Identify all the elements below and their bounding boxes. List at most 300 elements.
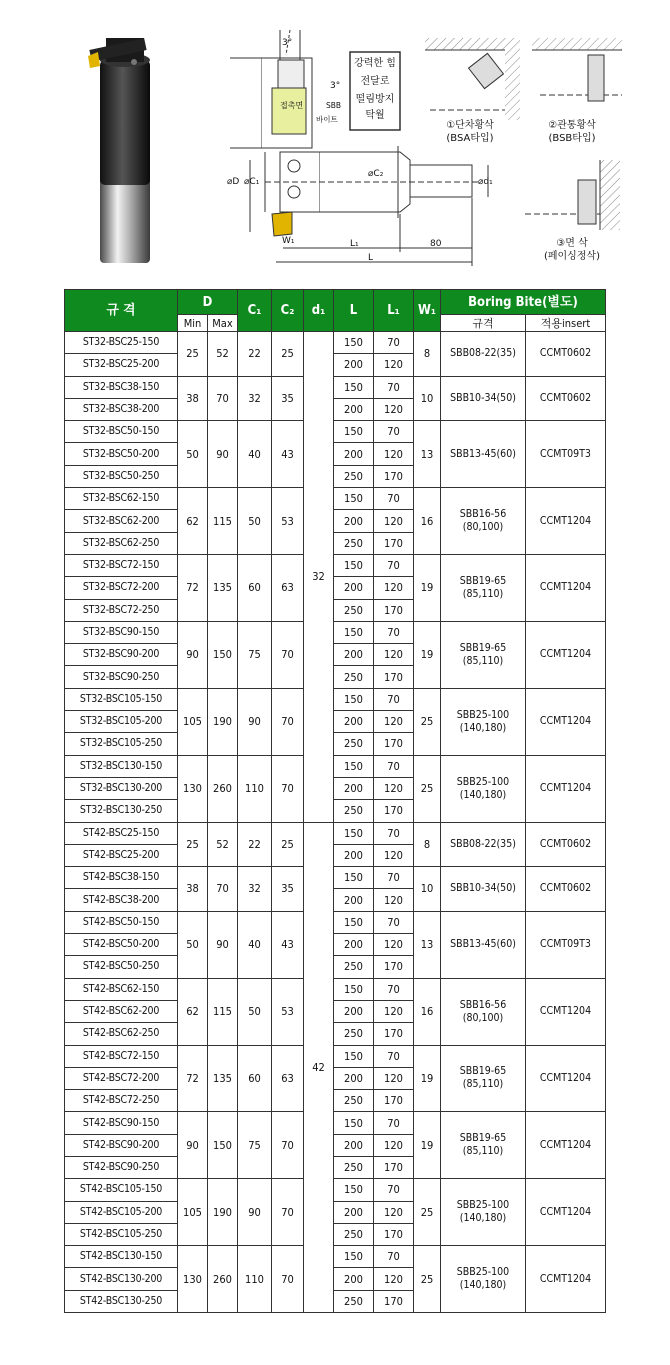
bite-cell: SBB16-56 (80,100): [441, 488, 526, 555]
c2-cell: 35: [272, 867, 304, 912]
header-model: 규 격: [65, 290, 178, 332]
callout-line-3: 떨림방지: [355, 94, 395, 105]
l-cell: 200: [334, 644, 374, 666]
insert-cell: CCMT1204: [526, 688, 606, 755]
d-max-cell: 135: [208, 554, 238, 621]
l1-cell: 120: [374, 1134, 414, 1156]
l1-cell: 70: [374, 755, 414, 777]
w1-cell: 25: [414, 1179, 441, 1246]
c2-cell: 25: [272, 332, 304, 377]
l1-cell: 170: [374, 956, 414, 978]
l-cell: 150: [334, 1112, 374, 1134]
w1-cell: 19: [414, 1045, 441, 1112]
l-cell: 200: [334, 354, 374, 376]
l1-cell: 170: [374, 1156, 414, 1178]
l-cell: 250: [334, 800, 374, 822]
model-cell: ST42-BSC62-150: [65, 978, 178, 1000]
l1-cell: 170: [374, 733, 414, 755]
model-cell: ST32-BSC50-200: [65, 443, 178, 465]
dim-d1: ⌀d₁: [478, 177, 493, 187]
l1-cell: 70: [374, 376, 414, 398]
d-min-cell: 105: [178, 1179, 208, 1246]
l-cell: 150: [334, 688, 374, 710]
c1-cell: 110: [238, 1246, 272, 1313]
l1-cell: 70: [374, 621, 414, 643]
model-cell: ST42-BSC72-250: [65, 1090, 178, 1112]
d1-cell: 32: [304, 332, 334, 823]
bite-cell: SBB16-56 (80,100): [441, 978, 526, 1045]
l-cell: 250: [334, 599, 374, 621]
model-cell: ST42-BSC62-200: [65, 1000, 178, 1022]
l-cell: 200: [334, 1067, 374, 1089]
dim-c1: ⌀C₁: [244, 177, 260, 187]
model-cell: ST32-BSC130-250: [65, 800, 178, 822]
l1-cell: 70: [374, 822, 414, 844]
bite-cell: SBB25-100 (140,180): [441, 755, 526, 822]
insert-cell: CCMT0602: [526, 332, 606, 377]
l1-cell: 70: [374, 1045, 414, 1067]
use-3-sub: (페이싱정삭): [543, 251, 601, 262]
dim-eighty: 80: [430, 239, 442, 249]
d-max-cell: 115: [208, 978, 238, 1045]
model-cell: ST42-BSC105-250: [65, 1223, 178, 1245]
model-cell: ST42-BSC105-150: [65, 1179, 178, 1201]
w1-cell: 13: [414, 911, 441, 978]
bite-cell: SBB08-22(35): [441, 822, 526, 867]
d-max-cell: 135: [208, 1045, 238, 1112]
model-cell: ST42-BSC50-150: [65, 911, 178, 933]
c1-cell: 60: [238, 554, 272, 621]
c1-cell: 60: [238, 1045, 272, 1112]
model-cell: ST42-BSC50-200: [65, 934, 178, 956]
d-max-cell: 90: [208, 421, 238, 488]
c2-cell: 70: [272, 688, 304, 755]
model-cell: ST42-BSC38-150: [65, 867, 178, 889]
l1-cell: 70: [374, 488, 414, 510]
l-cell: 250: [334, 956, 374, 978]
model-cell: ST42-BSC130-200: [65, 1268, 178, 1290]
l1-cell: 70: [374, 911, 414, 933]
w1-cell: 16: [414, 978, 441, 1045]
l-cell: 250: [334, 1090, 374, 1112]
l-cell: 200: [334, 844, 374, 866]
l1-cell: 170: [374, 666, 414, 688]
dim-d-outer: ⌀D: [227, 177, 240, 187]
bite-cell: SBB19-65 (85,110): [441, 1112, 526, 1179]
bite-label-line1: SBB: [326, 101, 342, 110]
bite-cell: SBB10-34(50): [441, 867, 526, 912]
l-cell: 200: [334, 934, 374, 956]
w1-cell: 8: [414, 822, 441, 867]
l1-cell: 70: [374, 554, 414, 576]
angle-side-label: 3°: [330, 81, 341, 91]
model-cell: ST32-BSC62-150: [65, 488, 178, 510]
l-cell: 200: [334, 1000, 374, 1022]
l1-cell: 70: [374, 867, 414, 889]
d-min-cell: 90: [178, 621, 208, 688]
c2-cell: 63: [272, 554, 304, 621]
insert-cell: CCMT0602: [526, 376, 606, 421]
model-cell: ST32-BSC72-250: [65, 599, 178, 621]
c1-cell: 110: [238, 755, 272, 822]
model-cell: ST42-BSC72-200: [65, 1067, 178, 1089]
l1-cell: 120: [374, 889, 414, 911]
table-row: [65, 688, 606, 710]
l1-cell: 70: [374, 332, 414, 354]
d-min-cell: 130: [178, 755, 208, 822]
c2-cell: 70: [272, 1246, 304, 1313]
model-cell: ST32-BSC105-200: [65, 711, 178, 733]
d-min-cell: 38: [178, 867, 208, 912]
l-cell: 250: [334, 465, 374, 487]
dim-c2: ⌀C₂: [368, 169, 384, 179]
header-bite-spec: 규격: [441, 315, 526, 332]
model-cell: ST42-BSC38-200: [65, 889, 178, 911]
model-cell: ST42-BSC90-200: [65, 1134, 178, 1156]
c1-cell: 75: [238, 1112, 272, 1179]
c2-cell: 43: [272, 911, 304, 978]
model-cell: ST32-BSC62-200: [65, 510, 178, 532]
model-cell: ST32-BSC25-200: [65, 354, 178, 376]
usage-sketch-1: [425, 38, 520, 120]
model-cell: ST32-BSC50-150: [65, 421, 178, 443]
c2-cell: 70: [272, 1112, 304, 1179]
l-cell: 200: [334, 1201, 374, 1223]
insert-cell: CCMT1204: [526, 1179, 606, 1246]
d-min-cell: 105: [178, 688, 208, 755]
w1-cell: 8: [414, 332, 441, 377]
product-figure: [0, 0, 670, 285]
l-cell: 150: [334, 554, 374, 576]
d-min-cell: 62: [178, 978, 208, 1045]
l1-cell: 120: [374, 844, 414, 866]
table-row: [65, 1112, 606, 1134]
bite-cell: SBB13-45(60): [441, 421, 526, 488]
table-row: [65, 978, 606, 1000]
l1-cell: 120: [374, 354, 414, 376]
l-cell: 200: [334, 1268, 374, 1290]
d-max-cell: 90: [208, 911, 238, 978]
l-cell: 150: [334, 376, 374, 398]
c1-cell: 32: [238, 867, 272, 912]
l-cell: 150: [334, 978, 374, 1000]
dim-l: L: [368, 253, 374, 263]
model-cell: ST42-BSC25-150: [65, 822, 178, 844]
header-c1: C₁: [238, 290, 272, 332]
callout-line-4: 탁월: [365, 110, 385, 121]
model-cell: ST32-BSC72-200: [65, 577, 178, 599]
l-cell: 250: [334, 1223, 374, 1245]
l-cell: 200: [334, 398, 374, 420]
model-cell: ST32-BSC62-250: [65, 532, 178, 554]
header-d: D: [178, 290, 238, 315]
c2-cell: 25: [272, 822, 304, 867]
table-row: [65, 376, 606, 398]
l-cell: 250: [334, 733, 374, 755]
l1-cell: 120: [374, 934, 414, 956]
d-min-cell: 72: [178, 1045, 208, 1112]
model-cell: ST32-BSC90-200: [65, 644, 178, 666]
l-cell: 250: [334, 532, 374, 554]
model-cell: ST32-BSC130-150: [65, 755, 178, 777]
model-cell: ST32-BSC90-150: [65, 621, 178, 643]
d-max-cell: 70: [208, 376, 238, 421]
l1-cell: 120: [374, 577, 414, 599]
model-cell: ST32-BSC38-200: [65, 398, 178, 420]
dim-l1: L₁: [350, 239, 359, 249]
insert-label: 접촉면: [280, 101, 304, 110]
header-min: Min: [178, 315, 208, 332]
l-cell: 200: [334, 889, 374, 911]
use-3-title: ③면 삭: [556, 238, 588, 249]
model-cell: ST42-BSC90-250: [65, 1156, 178, 1178]
l-cell: 200: [334, 443, 374, 465]
c1-cell: 22: [238, 822, 272, 867]
model-cell: ST42-BSC130-250: [65, 1290, 178, 1312]
d-max-cell: 52: [208, 822, 238, 867]
table-row: [65, 1045, 606, 1067]
table-row: [65, 755, 606, 777]
w1-cell: 19: [414, 554, 441, 621]
insert-cell: CCMT1204: [526, 1246, 606, 1313]
header-boring-bite: Boring Bite(별도): [441, 290, 606, 315]
header-l1: L₁: [374, 290, 414, 332]
l1-cell: 170: [374, 1223, 414, 1245]
bite-cell: SBB19-65 (85,110): [441, 621, 526, 688]
table-row: [65, 1246, 606, 1268]
l-cell: 200: [334, 1134, 374, 1156]
c1-cell: 50: [238, 978, 272, 1045]
header-c2: C₂: [272, 290, 304, 332]
dim-w1: W₁: [282, 236, 295, 246]
model-cell: ST32-BSC105-250: [65, 733, 178, 755]
d-min-cell: 38: [178, 376, 208, 421]
w1-cell: 16: [414, 488, 441, 555]
l-cell: 150: [334, 867, 374, 889]
d-max-cell: 260: [208, 755, 238, 822]
w1-cell: 25: [414, 688, 441, 755]
model-cell: ST42-BSC130-150: [65, 1246, 178, 1268]
l1-cell: 120: [374, 1000, 414, 1022]
l-cell: 250: [334, 1023, 374, 1045]
l1-cell: 120: [374, 711, 414, 733]
c1-cell: 50: [238, 488, 272, 555]
l-cell: 150: [334, 621, 374, 643]
table-row: [65, 488, 606, 510]
bite-cell: SBB13-45(60): [441, 911, 526, 978]
c1-cell: 22: [238, 332, 272, 377]
spec-table-body: [65, 332, 606, 1313]
d-max-cell: 52: [208, 332, 238, 377]
insert-cell: CCMT1204: [526, 621, 606, 688]
c2-cell: 43: [272, 421, 304, 488]
d-max-cell: 260: [208, 1246, 238, 1313]
model-cell: ST42-BSC62-250: [65, 1023, 178, 1045]
d-min-cell: 25: [178, 822, 208, 867]
model-cell: ST32-BSC90-250: [65, 666, 178, 688]
c2-cell: 70: [272, 755, 304, 822]
l-cell: 200: [334, 577, 374, 599]
l1-cell: 170: [374, 599, 414, 621]
d-min-cell: 72: [178, 554, 208, 621]
bite-label-line2: 바이트: [316, 115, 338, 124]
header-d1: d₁: [304, 290, 334, 332]
d-min-cell: 90: [178, 1112, 208, 1179]
d-max-cell: 115: [208, 488, 238, 555]
model-cell: ST32-BSC130-200: [65, 777, 178, 799]
d-min-cell: 62: [178, 488, 208, 555]
c1-cell: 90: [238, 1179, 272, 1246]
l1-cell: 170: [374, 465, 414, 487]
bite-cell: SBB19-65 (85,110): [441, 1045, 526, 1112]
use-2-sub: (BSB타입): [548, 133, 596, 144]
bite-cell: SBB25-100 (140,180): [441, 1179, 526, 1246]
c1-cell: 32: [238, 376, 272, 421]
l-cell: 150: [334, 911, 374, 933]
l1-cell: 170: [374, 1090, 414, 1112]
d1-cell: 42: [304, 822, 334, 1313]
l1-cell: 70: [374, 1112, 414, 1134]
table-row: [65, 421, 606, 443]
dimension-drawing: [250, 146, 488, 266]
w1-cell: 13: [414, 421, 441, 488]
insert-cell: CCMT0602: [526, 822, 606, 867]
w1-cell: 25: [414, 755, 441, 822]
d-max-cell: 150: [208, 621, 238, 688]
l-cell: 150: [334, 755, 374, 777]
l1-cell: 120: [374, 644, 414, 666]
d-min-cell: 50: [178, 911, 208, 978]
model-cell: ST42-BSC72-150: [65, 1045, 178, 1067]
d-min-cell: 130: [178, 1246, 208, 1313]
c2-cell: 53: [272, 978, 304, 1045]
c2-cell: 70: [272, 621, 304, 688]
use-1-sub: (BSA타입): [446, 133, 494, 144]
w1-cell: 10: [414, 376, 441, 421]
w1-cell: 19: [414, 621, 441, 688]
tool-illustration: [0, 0, 670, 285]
model-cell: ST32-BSC50-250: [65, 465, 178, 487]
l1-cell: 170: [374, 532, 414, 554]
table-row: [65, 332, 606, 354]
l-cell: 150: [334, 488, 374, 510]
insert-cell: CCMT09T3: [526, 911, 606, 978]
bite-cell: SBB25-100 (140,180): [441, 688, 526, 755]
boring-head-photo: [88, 38, 150, 263]
table-row: [65, 621, 606, 643]
d-max-cell: 190: [208, 688, 238, 755]
insert-cell: CCMT1204: [526, 488, 606, 555]
w1-cell: 10: [414, 867, 441, 912]
l-cell: 200: [334, 510, 374, 532]
c1-cell: 40: [238, 421, 272, 488]
table-row: [65, 867, 606, 889]
l-cell: 150: [334, 421, 374, 443]
use-1-title: ①단차황삭: [446, 120, 494, 131]
usage-sketch-3: [525, 160, 620, 230]
spec-table: [64, 289, 606, 1313]
l1-cell: 170: [374, 800, 414, 822]
angle-top-label: 3°: [282, 38, 293, 48]
model-cell: ST32-BSC25-150: [65, 332, 178, 354]
l1-cell: 70: [374, 421, 414, 443]
table-row: [65, 822, 606, 844]
d-max-cell: 70: [208, 867, 238, 912]
l-cell: 150: [334, 1045, 374, 1067]
header-max: Max: [208, 315, 238, 332]
l1-cell: 120: [374, 1067, 414, 1089]
l1-cell: 70: [374, 978, 414, 1000]
insert-cell: CCMT1204: [526, 978, 606, 1045]
insert-detail-sketch: [230, 30, 312, 148]
l1-cell: 170: [374, 1023, 414, 1045]
model-cell: ST32-BSC72-150: [65, 554, 178, 576]
header-l: L: [334, 290, 374, 332]
c1-cell: 90: [238, 688, 272, 755]
callout-line-2: 전달로: [360, 76, 390, 87]
l1-cell: 70: [374, 688, 414, 710]
model-cell: ST42-BSC90-150: [65, 1112, 178, 1134]
l-cell: 150: [334, 822, 374, 844]
w1-cell: 19: [414, 1112, 441, 1179]
l1-cell: 120: [374, 1201, 414, 1223]
c1-cell: 40: [238, 911, 272, 978]
header-w1: W₁: [414, 290, 441, 332]
l1-cell: 120: [374, 510, 414, 532]
l1-cell: 120: [374, 443, 414, 465]
bite-cell: SBB25-100 (140,180): [441, 1246, 526, 1313]
header-insert: 적용insert: [526, 315, 606, 332]
c2-cell: 70: [272, 1179, 304, 1246]
insert-cell: CCMT1204: [526, 755, 606, 822]
l1-cell: 120: [374, 777, 414, 799]
use-2-title: ②관통황삭: [548, 120, 596, 131]
l-cell: 250: [334, 666, 374, 688]
bite-cell: SBB19-65 (85,110): [441, 554, 526, 621]
w1-cell: 25: [414, 1246, 441, 1313]
d-max-cell: 150: [208, 1112, 238, 1179]
l-cell: 250: [334, 1156, 374, 1178]
table-row: [65, 554, 606, 576]
l1-cell: 70: [374, 1179, 414, 1201]
l-cell: 150: [334, 1179, 374, 1201]
d-min-cell: 25: [178, 332, 208, 377]
model-cell: ST32-BSC38-150: [65, 376, 178, 398]
l-cell: 200: [334, 777, 374, 799]
callout-line-1: 강력한 힘: [354, 58, 396, 69]
c2-cell: 63: [272, 1045, 304, 1112]
l1-cell: 120: [374, 398, 414, 420]
table-row: [65, 1179, 606, 1201]
insert-cell: CCMT1204: [526, 1112, 606, 1179]
l-cell: 250: [334, 1290, 374, 1312]
model-cell: ST32-BSC105-150: [65, 688, 178, 710]
l1-cell: 120: [374, 1268, 414, 1290]
l-cell: 150: [334, 1246, 374, 1268]
table-row: [65, 911, 606, 933]
bite-cell: SBB10-34(50): [441, 376, 526, 421]
insert-cell: CCMT1204: [526, 1045, 606, 1112]
model-cell: ST42-BSC50-250: [65, 956, 178, 978]
d-max-cell: 190: [208, 1179, 238, 1246]
usage-sketch-2: [532, 38, 622, 101]
l-cell: 200: [334, 711, 374, 733]
bite-cell: SBB08-22(35): [441, 332, 526, 377]
insert-cell: CCMT0602: [526, 867, 606, 912]
l1-cell: 170: [374, 1290, 414, 1312]
c2-cell: 53: [272, 488, 304, 555]
c2-cell: 35: [272, 376, 304, 421]
